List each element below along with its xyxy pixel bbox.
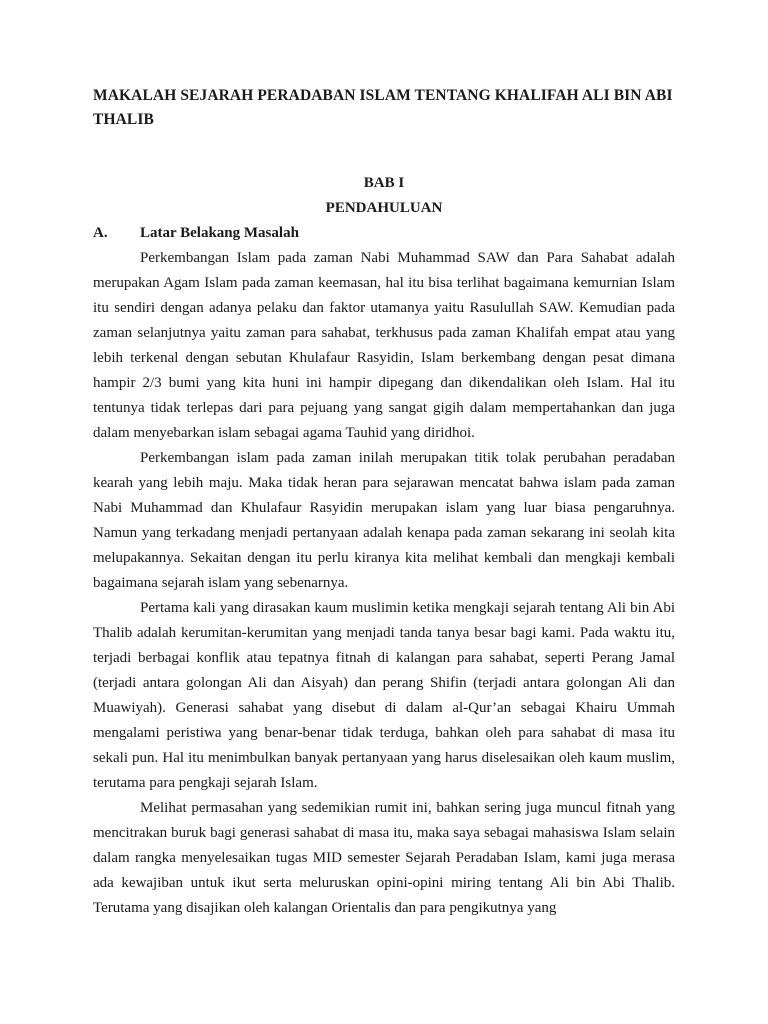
chapter-number: BAB I [363, 175, 405, 191]
document-page [93, 84, 675, 921]
chapter-title: PENDAHULUAN [325, 200, 443, 216]
body-paragraph: Pertama kali yang dirasakan kaum muslimin ketika mengkaji sejarah tentang Ali bin Abi Thalib adalah kerumitan-kerumitan yang menjadi tanda tanya besar bagi kami. Pada waktu itu, terjadi berbagai konflik atau tepatnya fitnah di kalangan para sahabat, seperti Perang Jamal (terjadi antara golongan Ali dan Aisyah) dan perang Shifin (terjadi antara golongan Ali dan Muawiyah). Generasi sahabat yang disebut di dalam al-Qur’an sebagai Khairu Ummah mengalami peristiwa yang benar-benar tidak terduga, bahkan oleh para sahabat di masa itu sekali pun. Hal itu menimbulkan banyak pertanyaan yang harus diselesaikan oleh kaum muslim, terutama para pengkaji sejarah Islam. [93, 600, 675, 791]
section-title: Latar Belakang Masalah [140, 225, 299, 241]
document-title: MAKALAH SEJARAH PERADABAN ISLAM TENTANG KHALIFAH ALI BIN ABI THALIB [93, 87, 673, 128]
body-paragraph: Melihat permasahan yang sedemikian rumit ini, bahkan sering juga muncul fitnah yang mencitrakan buruk bagi generasi sahabat di masa itu, maka saya sebagai mahasiswa Islam selain dalam rangka menyelesaikan tugas MID semester Sejarah Peradaban Islam, kami juga merasa ada kewajiban untuk ikut serta meluruskan opini-opini miring tentang Ali bin Abi Thalib. Terutama yang disajikan oleh kalangan Orientalis dan para pengikutnya yang [93, 800, 675, 916]
section-number: A. [93, 225, 108, 241]
body-paragraph: Perkembangan islam pada zaman inilah merupakan titik tolak perubahan peradaban kearah yang lebih maju. Maka tidak heran para sejarawan mencatat bahwa islam pada zaman Nabi Muhammad dan Khulafaur Rasyidin merupakan islam yang luar biasa pengaruhnya. Namun yang terkadang menjadi pertanyaan adalah kenapa pada zaman sekarang ini seolah kita melupakannya. Sekaitan dengan itu perlu kiranya kita melihat kembali dan mengkaji kembali bagaimana sejarah islam yang sebenarnya. [93, 450, 675, 591]
body-paragraph: Perkembangan Islam pada zaman Nabi Muhammad SAW dan Para Sahabat adalah merupakan Agam Islam pada zaman keemasan, hal itu bisa terlihat bagaimana kemurnian Islam itu sendiri dengan adanya pelaku dan faktor utamanya yaitu Rasulullah SAW. Kemudian pada zaman selanjutnya yaitu zaman para sahabat, terkhusus pada zaman Khalifah empat atau yang lebih terkenal dengan sebutan Khulafaur Rasyidin, Islam berkembang dengan pesat dimana hampir 2/3 bumi yang kita huni ini hampir dipegang dan dikendalikan oleh Islam. Hal itu tentunya tidak terlepas dari para pejuang yang sangat gigih dalam mempertahankan dan juga dalam menyebarkan islam sebagai agama Tauhid yang diridhoi. [93, 250, 675, 441]
section-heading [93, 221, 675, 246]
